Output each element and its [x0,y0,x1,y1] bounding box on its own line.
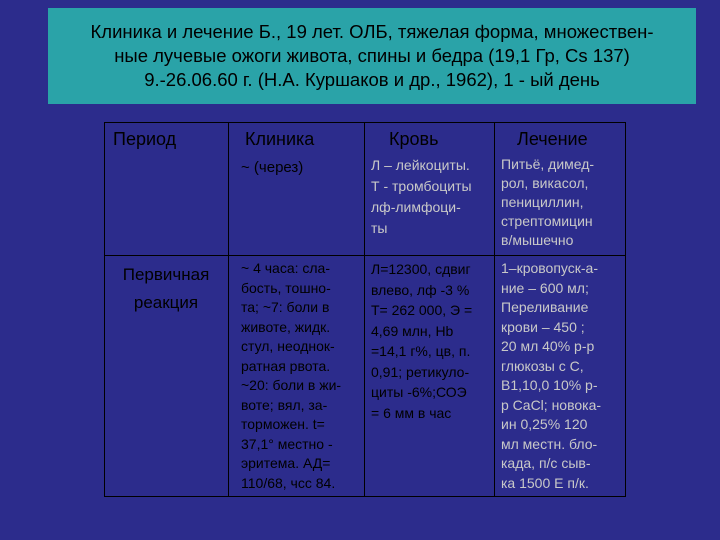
treatment-table [104,122,626,497]
column-divider [494,123,495,496]
period-primary-reaction: Первичная реакция [122,265,210,312]
clinic-legend: ~ (через) [241,159,304,176]
slide-title [48,8,696,104]
column-divider [364,123,365,496]
header-blood: Кровь [389,129,439,149]
treatment-legend: Питьё, димед- рол, викасол, пенициллин, стрептомицин в/мышечно [501,156,595,248]
title-line-2: ные лучевые ожоги живота, спины и бедра (19,1 Гр, Cs 137) [114,45,630,66]
row-divider [105,255,625,256]
clinic-details: ~ 4 часа: сла- бость, тошно- та; ~7: боли в животе, жидк. стул, неоднок- ратная рвота. ~20: боли в жи- воте; вял, за- торможен. t= 37,1° местно - эритема. АД= 110/68, чсс 84. [241,260,342,491]
title-line-1: Клиника и лечение Б., 19 лет. ОЛБ, тяжелая форма, множествен- [90,21,654,42]
column-divider [228,123,229,496]
title-line-3: 9.-26.06.60 г. (Н.А. Куршаков и др., 1962), 1 - ый день [144,69,600,90]
header-period: Период [113,129,177,149]
blood-legend: Л – лейкоциты. Т - тромбоциты лф-лимфоци- ты [371,157,472,236]
blood-details: Л=12300, сдвиг влево, лф -3 % Т= 262 000, Э = 4,69 млн, Hb =14,1 г%, цв, п. 0,91; ретикуло- циты -6%;СОЭ = 6 мм в час [371,261,473,421]
header-clinic: Клиника [245,129,315,149]
header-treatment: Лечение [517,129,588,149]
treatment-details: 1–кровопуск-а- ние – 600 мл; Переливание крови – 450 ; 20 мл 40% р-р глюкозы с С, В1,10,0 10% р- р CaCl; новока- ин 0,25% 120 мл местн. бло- када, п/с сыв- ка 1500 Е п/к. [501,260,602,491]
